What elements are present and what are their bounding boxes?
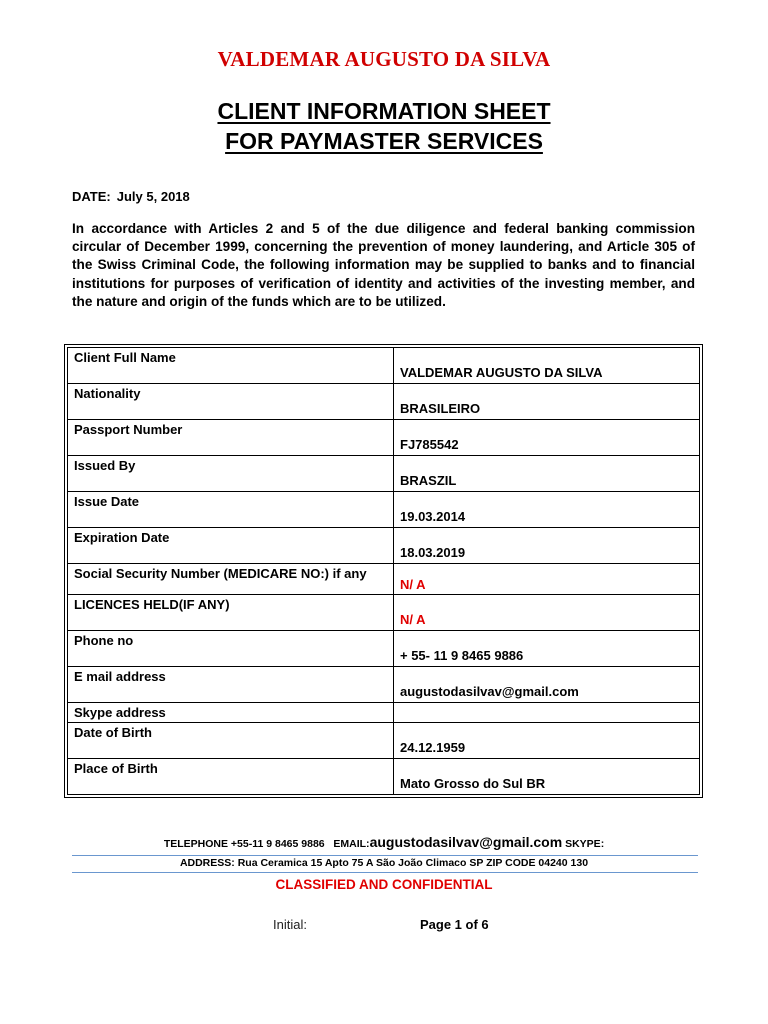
row-label: Expiration Date [68,527,394,563]
footer-divider-bottom [72,872,698,873]
table-row-skype [68,703,700,723]
document-title [0,96,768,156]
row-label: Client Full Name [68,348,394,384]
footer-telephone: TELEPHONE +55-11 9 8465 9886 [163,838,325,850]
initial-label: Initial: [273,917,307,932]
table-row-licences [68,595,700,631]
row-label: Issue Date [68,491,394,527]
row-value: FJ785542 [394,419,700,455]
client-info-table-frame [64,344,703,798]
row-label: Date of Birth [68,722,394,758]
row-label: Skype address [68,703,394,723]
page-number: Page 1 of 6 [420,917,489,932]
row-value: + 55- 11 9 8465 9886 [394,631,700,667]
client-info-table [67,347,700,795]
title-line-1: CLIENT INFORMATION SHEET [217,98,551,124]
table-row-issue-date [68,491,700,527]
date-line [72,189,190,204]
title-line-2: FOR PAYMASTER SERVICES [225,128,543,154]
table-row-expiration-date [68,527,700,563]
row-value [394,703,700,723]
row-value: N/ A [394,563,700,595]
table-row-phone [68,631,700,667]
table-row-passport-number [68,419,700,455]
row-value: BRASILEIRO [394,383,700,419]
row-value: VALDEMAR AUGUSTO DA SILVA [394,348,700,384]
row-value: augustodasilvav@gmail.com [394,667,700,703]
row-label: Nationality [68,383,394,419]
row-value: Mato Grosso do Sul BR [394,758,700,794]
row-label: LICENCES HELD(IF ANY) [68,595,394,631]
client-name-heading: VALDEMAR AUGUSTO DA SILVA [217,47,551,71]
table-row-social-security [68,563,700,595]
row-label: Issued By [68,455,394,491]
row-value: 24.12.1959 [394,722,700,758]
footer-address: ADDRESS: Rua Ceramica 15 Apto 75 A São João Climaco SP ZIP CODE 04240 130 [179,857,589,869]
row-value: N/ A [394,595,700,631]
row-label: Social Security Number (MEDICARE NO:) if any [68,563,394,595]
footer-skype-label: SKYPE: [565,838,605,850]
row-label: Phone no [68,631,394,667]
row-value: 19.03.2014 [394,491,700,527]
footer-email-label: EMAIL: [333,838,370,850]
table-row-issued-by [68,455,700,491]
table-row-place-of-birth [68,758,700,794]
classified-notice: CLASSIFIED AND CONFIDENTIAL [275,877,493,892]
row-label: E mail address [68,667,394,703]
date-label: DATE: [72,189,111,204]
row-label: Place of Birth [68,758,394,794]
footer-email-value: augustodasilvav@gmail.com [369,834,563,850]
row-label: Passport Number [68,419,394,455]
table-row-date-of-birth [68,722,700,758]
row-value: 18.03.2019 [394,527,700,563]
table-row-client-full-name [68,348,700,384]
footer-contact-line [0,834,768,850]
footer-divider-top [72,855,698,856]
intro-paragraph: In accordance with Articles 2 and 5 of the due diligence and federal banking commission circular of December 1999, concerning the prevention of money laundering, and Article 305 of the Swiss Criminal Code, the following information may be supplied to banks and to financial institutions for purposes of verification of identity and activities of the investing member, and the nature and origin of the funds which are to be utilized. [72,221,695,309]
table-row-email [68,667,700,703]
date-value: July 5, 2018 [116,189,190,204]
table-row-nationality [68,383,700,419]
row-value: BRASZIL [394,455,700,491]
